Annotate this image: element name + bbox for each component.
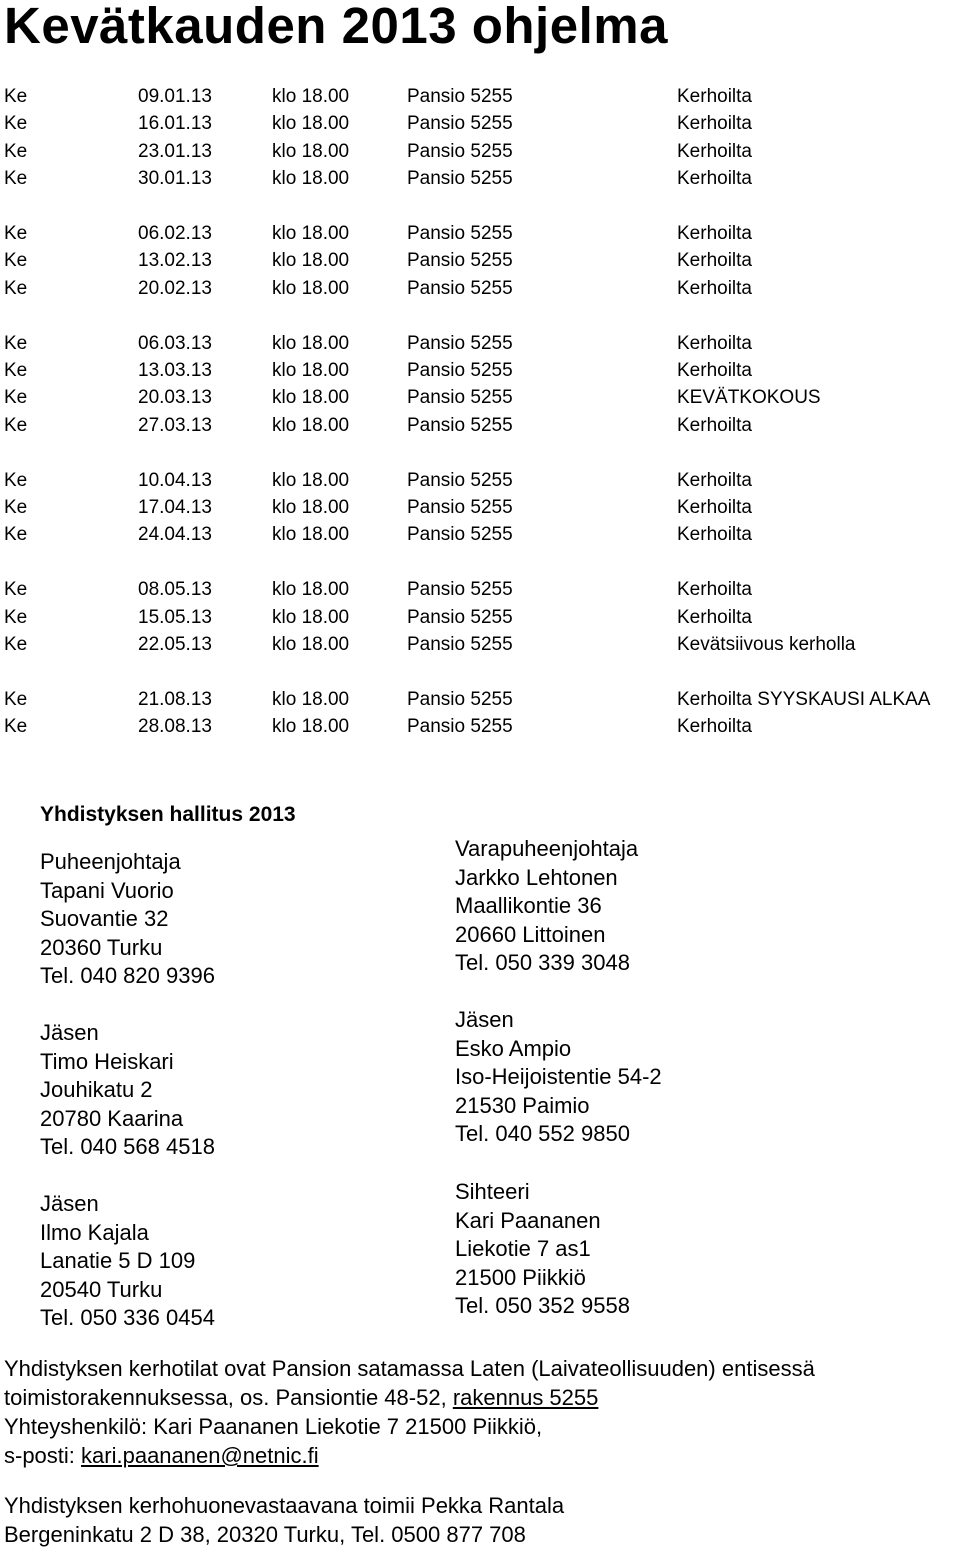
schedule-time: klo 18.00 [272, 524, 350, 546]
schedule-time: klo 18.00 [272, 168, 350, 190]
schedule-date: 08.05.13 [138, 579, 212, 601]
schedule-place: Pansio 5255 [407, 332, 513, 354]
schedule-time: klo 18.00 [272, 497, 350, 518]
schedule-date: 15.05.13 [138, 606, 212, 628]
member-role: Varapuheenjohtaja [455, 836, 639, 861]
schedule-day: Ke [4, 360, 28, 381]
member-city: 21530 Paimio [455, 1092, 590, 1118]
schedule-day: Ke [4, 634, 28, 655]
schedule-date: 27.03.13 [138, 414, 212, 436]
schedule-date: 20.03.13 [138, 387, 212, 409]
info-line-2 [4, 1383, 815, 1412]
schedule-place: Pansio 5255 [407, 360, 513, 381]
schedule-row [0, 713, 960, 740]
schedule-day: Ke [4, 113, 28, 135]
schedule-place: Pansio 5255 [407, 524, 513, 546]
board-member-ilmo [40, 1190, 215, 1333]
member-role: Jäsen [455, 1007, 514, 1032]
member-role: Jäsen [40, 1020, 99, 1045]
member-city: 20660 Littoinen [455, 921, 606, 947]
board-member-chairman [40, 848, 215, 991]
member-phone: Tel. 040 552 9850 [455, 1121, 630, 1147]
board-title: Yhdistyksen hallitus 2013 [40, 803, 296, 826]
member-street: Iso-Heijoistentie 54-2 [455, 1064, 662, 1090]
member-phone: Tel. 040 568 4518 [40, 1134, 215, 1160]
schedule-date: 17.04.13 [138, 497, 212, 518]
schedule-row [0, 521, 960, 548]
member-name: Esko Ampio [455, 1035, 572, 1061]
schedule-place: Pansio 5255 [407, 140, 513, 162]
schedule-date: 16.01.13 [138, 113, 212, 135]
board-member-esko [455, 1006, 662, 1149]
schedule-row [0, 686, 960, 713]
member-street: Liekotie 7 as1 [455, 1236, 591, 1262]
schedule-event: Kerhoilta [677, 360, 752, 381]
schedule-place: Pansio 5255 [407, 168, 513, 190]
schedule-time: klo 18.00 [272, 223, 350, 244]
schedule-place: Pansio 5255 [407, 469, 513, 491]
schedule-time: klo 18.00 [272, 140, 350, 162]
schedule-day: Ke [4, 250, 28, 272]
schedule-date: 30.01.13 [138, 168, 212, 190]
schedule-date: 10.04.13 [138, 469, 212, 491]
email-link[interactable]: kari.paananen@netnic.fi [81, 1443, 319, 1468]
member-role: Sihteeri [455, 1179, 530, 1204]
schedule-time: klo 18.00 [272, 277, 350, 299]
member-name: Tapani Vuorio [40, 877, 174, 903]
schedule-event: Kerhoilta [677, 223, 752, 244]
member-city: 21500 Piikkiö [455, 1264, 586, 1290]
schedule-row [0, 220, 960, 247]
schedule-place: Pansio 5255 [407, 497, 513, 518]
schedule-place: Pansio 5255 [407, 606, 513, 628]
member-city: 20540 Turku [40, 1276, 163, 1302]
schedule-time: klo 18.00 [272, 113, 350, 135]
schedule-date: 24.04.13 [138, 524, 212, 546]
schedule-event: Kerhoilta [677, 579, 752, 601]
member-phone: Tel. 050 352 9558 [455, 1293, 630, 1319]
schedule-day: Ke [4, 387, 28, 409]
schedule-place: Pansio 5255 [407, 387, 513, 409]
email-label: s-posti: [4, 1443, 82, 1468]
schedule-row [0, 247, 960, 274]
schedule-day: Ke [4, 140, 28, 162]
schedule-day: Ke [4, 579, 28, 601]
schedule-event: Kevätsiivous kerholla [677, 634, 856, 655]
schedule-day: Ke [4, 606, 28, 628]
schedule-date: 23.01.13 [138, 140, 212, 162]
schedule-event: KEVÄTKOKOUS [677, 387, 821, 409]
schedule-row [0, 165, 960, 192]
schedule-day: Ke [4, 469, 28, 491]
schedule-event: Kerhoilta [677, 716, 752, 738]
schedule-row [0, 412, 960, 439]
info-line-4 [4, 1441, 815, 1470]
schedule-time: klo 18.00 [272, 634, 350, 655]
schedule-event: Kerhoilta [677, 606, 752, 628]
schedule-event: Kerhoilta SYYSKAUSI ALKAA [677, 688, 931, 710]
schedule-time: klo 18.00 [272, 360, 350, 381]
schedule-row [0, 275, 960, 302]
schedule-date: 28.08.13 [138, 716, 212, 738]
member-phone: Tel. 040 820 9396 [40, 963, 215, 989]
schedule-event: Kerhoilta [677, 497, 752, 518]
schedule-time: klo 18.00 [272, 250, 350, 272]
member-city: 20360 Turku [40, 934, 163, 960]
schedule-date: 22.05.13 [138, 634, 212, 655]
schedule-table [0, 83, 960, 743]
clubhouse-info [4, 1354, 815, 1470]
info-line-3: Yhteyshenkilö: Kari Paananen Liekotie 7 21500 Piikkiö, [4, 1414, 543, 1439]
schedule-place: Pansio 5255 [407, 277, 513, 299]
schedule-date: 20.02.13 [138, 277, 212, 299]
page-title: Kevätkauden 2013 ohjelma [4, 0, 668, 54]
schedule-event: Kerhoilta [677, 277, 752, 299]
schedule-date: 13.02.13 [138, 250, 212, 272]
schedule-day: Ke [4, 332, 28, 354]
schedule-place: Pansio 5255 [407, 688, 513, 710]
schedule-row [0, 384, 960, 411]
building-link[interactable]: rakennus 5255 [452, 1385, 599, 1410]
member-name: Ilmo Kajala [40, 1219, 149, 1245]
schedule-time: klo 18.00 [272, 716, 350, 738]
schedule-day: Ke [4, 716, 28, 738]
schedule-event: Kerhoilta [677, 86, 752, 107]
member-street: Lanatie 5 D 109 [40, 1248, 196, 1274]
board-member-timo [40, 1019, 215, 1162]
schedule-date: 06.02.13 [138, 223, 212, 244]
member-role: Puheenjohtaja [40, 849, 181, 874]
schedule-time: klo 18.00 [272, 332, 350, 354]
schedule-day: Ke [4, 168, 28, 190]
schedule-day: Ke [4, 277, 28, 299]
schedule-event: Kerhoilta [677, 524, 752, 546]
schedule-row [0, 467, 960, 494]
schedule-day: Ke [4, 524, 28, 546]
schedule-row [0, 357, 960, 384]
schedule-place: Pansio 5255 [407, 250, 513, 272]
schedule-date: 06.03.13 [138, 332, 212, 354]
board-section [0, 790, 960, 1340]
member-phone: Tel. 050 339 3048 [455, 950, 630, 976]
schedule-event: Kerhoilta [677, 140, 752, 162]
caretaker-line-1: Yhdistyksen kerhohuonevastaavana toimii Pekka Rantala [4, 1493, 565, 1518]
schedule-event: Kerhoilta [677, 113, 752, 135]
schedule-date: 13.03.13 [138, 360, 212, 381]
schedule-row [0, 576, 960, 603]
member-street: Suovantie 32 [40, 906, 169, 932]
schedule-place: Pansio 5255 [407, 414, 513, 436]
schedule-day: Ke [4, 497, 28, 518]
schedule-place: Pansio 5255 [407, 223, 513, 244]
member-name: Kari Paananen [455, 1207, 601, 1233]
schedule-date: 21.08.13 [138, 688, 212, 710]
schedule-date: 09.01.13 [138, 86, 212, 107]
schedule-time: klo 18.00 [272, 86, 350, 107]
schedule-event: Kerhoilta [677, 469, 752, 491]
member-street: Maallikontie 36 [455, 893, 602, 919]
schedule-event: Kerhoilta [677, 250, 752, 272]
member-city: 20780 Kaarina [40, 1105, 184, 1131]
member-street: Jouhikatu 2 [40, 1077, 153, 1103]
schedule-place: Pansio 5255 [407, 113, 513, 135]
member-name: Timo Heiskari [40, 1048, 174, 1074]
schedule-time: klo 18.00 [272, 469, 350, 491]
caretaker-info [4, 1491, 564, 1549]
schedule-time: klo 18.00 [272, 606, 350, 628]
schedule-time: klo 18.00 [272, 688, 350, 710]
member-name: Jarkko Lehtonen [455, 864, 618, 890]
schedule-time: klo 18.00 [272, 387, 350, 409]
schedule-day: Ke [4, 86, 28, 107]
schedule-place: Pansio 5255 [407, 86, 513, 107]
info-line-2-text: toimistorakennuksessa, os. Pansiontie 48-52, [4, 1385, 453, 1410]
schedule-event: Kerhoilta [677, 168, 752, 190]
schedule-row [0, 494, 960, 521]
schedule-row [0, 631, 960, 658]
schedule-row [0, 138, 960, 165]
schedule-day: Ke [4, 688, 28, 710]
board-member-vice-chairman [455, 835, 638, 978]
member-role: Jäsen [40, 1191, 99, 1216]
caretaker-line-2: Bergeninkatu 2 D 38, 20320 Turku, Tel. 0500 877 708 [4, 1522, 526, 1547]
board-member-secretary [455, 1178, 630, 1321]
info-line-1: Yhdistyksen kerhotilat ovat Pansion satamassa Laten (Laivateollisuuden) entisessä [4, 1356, 815, 1381]
schedule-day: Ke [4, 414, 28, 436]
schedule-row [0, 83, 960, 110]
schedule-place: Pansio 5255 [407, 579, 513, 601]
schedule-time: klo 18.00 [272, 579, 350, 601]
schedule-place: Pansio 5255 [407, 634, 513, 655]
schedule-row [0, 110, 960, 137]
schedule-row [0, 330, 960, 357]
schedule-day: Ke [4, 223, 28, 244]
schedule-event: Kerhoilta [677, 414, 752, 436]
member-phone: Tel. 050 336 0454 [40, 1305, 215, 1331]
schedule-event: Kerhoilta [677, 332, 752, 354]
schedule-time: klo 18.00 [272, 414, 350, 436]
schedule-row [0, 604, 960, 631]
schedule-place: Pansio 5255 [407, 716, 513, 738]
